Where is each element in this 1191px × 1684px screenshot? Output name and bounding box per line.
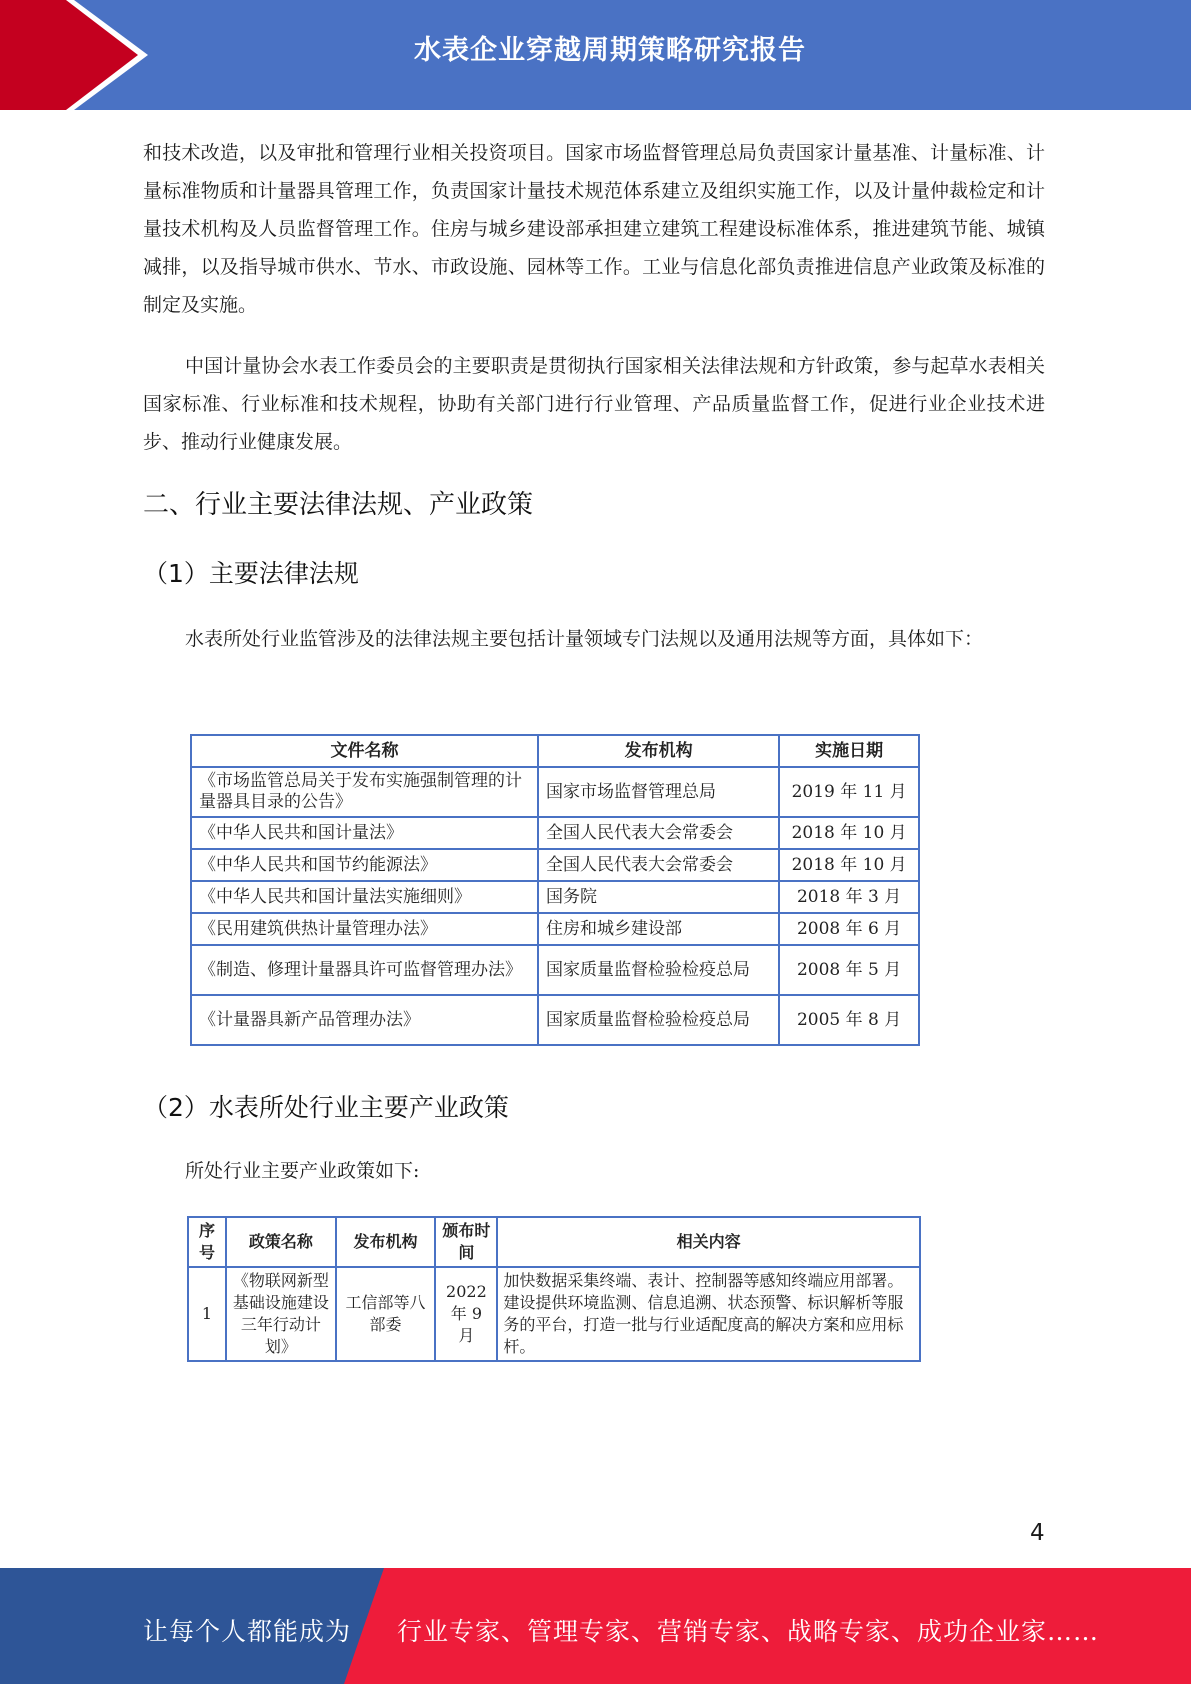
cell-issuer: 国家质量监督检验检疫总局: [538, 945, 779, 995]
cell-date: 2018 年 10 月: [779, 817, 919, 849]
table-row: [191, 995, 919, 1045]
cell-doc-name: 《中华人民共和国计量法》: [191, 817, 538, 849]
cell-issuer: 全国人民代表大会常委会: [538, 849, 779, 881]
header-effective-date: 实施日期: [779, 735, 919, 767]
table-row: [191, 913, 919, 945]
cell-doc-name: 《中华人民共和国节约能源法》: [191, 849, 538, 881]
table-row: [191, 817, 919, 849]
cell-issuer: 国家市场监督管理总局: [538, 767, 779, 817]
cell-issuer: 住房和城乡建设部: [538, 913, 779, 945]
header-issuer: 发布机构: [538, 735, 779, 767]
policy-table: [187, 1216, 921, 1362]
cell-issue-date: 2022 年 9 月: [435, 1267, 497, 1361]
cell-doc-name: 《中华人民共和国计量法实施细则》: [191, 881, 538, 913]
cell-date: 2018 年 3 月: [779, 881, 919, 913]
table-row: [188, 1267, 920, 1361]
footer-slogan-left: 让每个人都能成为: [143, 1617, 352, 1646]
table-row: [191, 881, 919, 913]
paragraph-regulators: 和技术改造，以及审批和管理行业相关投资项目。国家市场监督管理总局负责国家计量基准、计量标准、计量标准物质和计量器具管理工作，负责国家计量技术规范体系建立及组织实施工作，以及计量仲裁检定和计量技术机构及人员监督管理工作。住房与城乡建设部承担建立建筑工程建设标准体系，推进建筑节能、城镇减排，以及指导城市供水、节水、市政设施、园林等工作。工业与信息化部负责推进信息产业政策及标准的制定及实施。: [143, 142, 1045, 316]
table-row: [191, 945, 919, 995]
cell-issuer: 工信部等八部委: [336, 1267, 436, 1361]
cell-date: 2018 年 10 月: [779, 849, 919, 881]
cell-date: 2005 年 8 月: [779, 995, 919, 1045]
cell-issuer: 国务院: [538, 881, 779, 913]
subsection-heading-laws: （1）主要法律法规: [143, 559, 359, 588]
cell-content: 加快数据采集终端、表计、控制器等感知终端应用部署。建设提供环境监测、信息追溯、状态预警、标识解析等服务的平台，打造一批与行业适配度高的解决方案和应用标杆。: [497, 1267, 920, 1361]
header-doc-name: 文件名称: [191, 735, 538, 767]
cell-doc-name: 《制造、修理计量器具许可监督管理办法》: [191, 945, 538, 995]
laws-intro: 水表所处行业监管涉及的法律法规主要包括计量领域专门法规以及通用法规等方面，具体如下：: [185, 628, 984, 650]
cell-date: 2008 年 5 月: [779, 945, 919, 995]
paragraph-association: 中国计量协会水表工作委员会的主要职责是贯彻执行国家相关法律法规和方针政策，参与起草水表相关国家标准、行业标准和技术规程，协助有关部门进行行业管理、产品质量监督工作，促进行业企业技术进步、推动行业健康发展。: [143, 355, 1045, 453]
table-row: [191, 849, 919, 881]
laws-table-header: [191, 735, 919, 767]
header-arrow-decoration: [0, 0, 160, 110]
cell-issuer: 全国人民代表大会常委会: [538, 817, 779, 849]
section-heading: 二、行业主要法律法规、产业政策: [143, 490, 534, 520]
header-content: 相关内容: [497, 1217, 920, 1267]
footer-slogan-right: 行业专家、管理专家、营销专家、战略专家、成功企业家……: [397, 1617, 1100, 1646]
cell-doc-name: 《计量器具新产品管理办法》: [191, 995, 538, 1045]
page-number: 4: [1030, 1520, 1045, 1546]
cell-date: 2019 年 11 月: [779, 767, 919, 817]
header-issuer: 发布机构: [336, 1217, 436, 1267]
header-index: 序号: [188, 1217, 226, 1267]
cell-policy-name: 《物联网新型基础设施建设三年行动计划》: [226, 1267, 336, 1361]
table-row: [191, 767, 919, 817]
laws-table: [190, 734, 920, 1046]
cell-doc-name: 《民用建筑供热计量管理办法》: [191, 913, 538, 945]
subsection-heading-policies: （2）水表所处行业主要产业政策: [143, 1093, 509, 1122]
policy-table-header: [188, 1217, 920, 1267]
policies-intro: 所处行业主要产业政策如下:: [185, 1160, 420, 1182]
header-issue-date: 颁布时间: [435, 1217, 497, 1267]
cell-doc-name: 《市场监管总局关于发布实施强制管理的计量器具目录的公告》: [191, 767, 538, 817]
header-banner: [0, 0, 1191, 110]
header-policy-name: 政策名称: [226, 1217, 336, 1267]
cell-issuer: 国家质量监督检验检疫总局: [538, 995, 779, 1045]
cell-index: 1: [188, 1267, 226, 1361]
report-title: 水表企业穿越周期策略研究报告: [414, 35, 806, 66]
cell-date: 2008 年 6 月: [779, 913, 919, 945]
